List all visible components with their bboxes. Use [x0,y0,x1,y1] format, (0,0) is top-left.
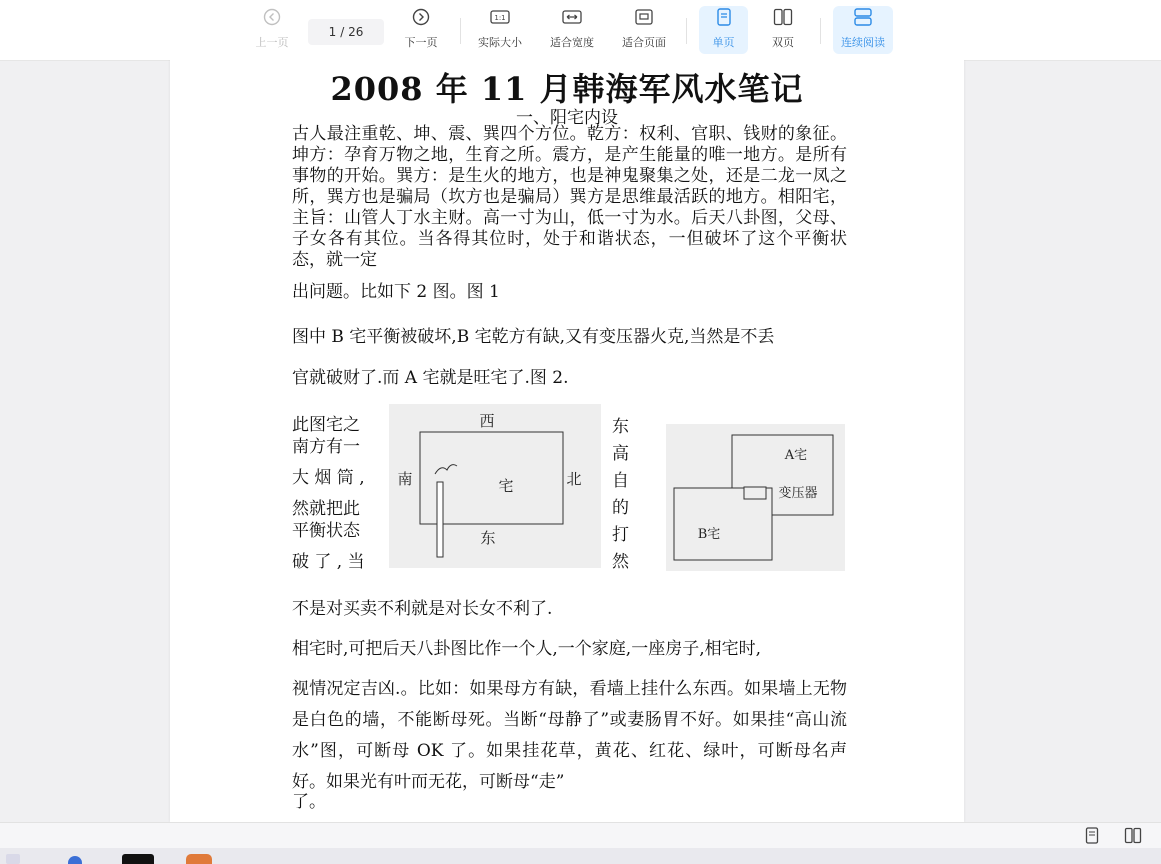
total-pages: / 26 [340,25,364,39]
caption-char: 自 [612,471,629,491]
caption-line: 此图宅之 [292,415,360,435]
fit-width-label: 适合宽度 [550,36,594,49]
taskbar-app-icon[interactable] [186,854,212,864]
paragraph-example-end: 了。 [292,792,326,812]
fit-page-button[interactable] [616,6,672,54]
caption-char: 东 [612,417,629,437]
continuous-scroll-icon [853,8,873,29]
caption-line: 破 了 , 当 [292,552,365,572]
prev-page-button[interactable] [249,6,295,54]
fit-width-button[interactable] [544,6,600,54]
toolbar-divider [686,18,687,44]
figure-caption-right [612,414,636,576]
taskbar-app-icon[interactable] [68,856,82,864]
caption-char: 的 [612,498,629,518]
status-bar [0,822,1161,849]
house-b-label: B宅 [697,527,721,542]
actual-size-icon [490,9,510,28]
continuous-reading-label: 连续阅读 [841,36,885,49]
caption-line: 南方有一 [292,437,360,457]
double-page-view-icon[interactable] [1124,827,1142,848]
double-page-button[interactable] [760,6,806,54]
prev-page-label: 上一页 [255,36,289,49]
paragraph-figure-note-2: 官就破财了.而 A 宅就是旺宅了.图 2. [292,368,569,388]
paragraph-intro: 古人最注重乾、坤、震、巽四个方位。乾方：权利、官职、钱财的象征。坤方：孕育万物之地，生育之所。震方，是产生能量的唯一地方。是所有事物的开始。巽方：是生火的地方，也是神鬼聚集之处，还是二龙一凤之所，巽方也是骗局（坎方也是骗局）巽方是思维最活跃的地方。相阳宅，主旨：山管人丁水主财。高一寸为山，低一寸为水。后天八卦图，父母、子女各有其位。当各得其位时，处于和谐状态，一但破坏了这个平衡状态，就一定 [292,124,847,270]
single-page-view-icon[interactable] [1085,827,1099,848]
caption-line: 平衡状态 [292,521,360,541]
page-number-field[interactable] [308,19,384,45]
current-page[interactable]: 1 [328,25,337,39]
chimney-shape [437,482,443,557]
paragraph-figure-note-1: 图中 B 宅平衡被破坏,B 宅乾方有缺,又有变压器火克,当然是不丢 [292,327,775,347]
figure-caption-left [292,414,382,573]
single-page-icon [716,8,732,29]
actual-size-button[interactable] [472,6,528,54]
svg-text:1:1: 1:1 [494,13,506,22]
caption-char: 高 [612,444,629,464]
document-page [170,60,964,822]
caption-char: 打 [612,525,629,545]
toolbar-divider [820,18,821,44]
figure-2-houses-diagram [666,424,845,571]
caption-char: 然 [612,552,629,572]
chevron-right-icon [412,8,430,29]
taskbar-app-icon[interactable] [6,854,20,864]
direction-label-bottom: 东 [480,529,496,547]
next-page-button[interactable] [398,6,444,54]
double-page-icon [773,8,793,29]
direction-label-right: 北 [566,470,582,488]
fit-page-label: 适合页面 [622,36,666,49]
direction-label-top: 西 [479,412,495,430]
chevron-left-icon [263,8,281,29]
taskbar-app-icon[interactable] [122,854,154,864]
paragraph-method: 相宅时,可把后天八卦图比作一个人,一个家庭,一座房子,相宅时, [292,639,762,659]
caption-line: 然就把此 [292,499,360,519]
document-viewport[interactable] [0,60,1161,822]
document-title: 2008 年 11 月韩海军风水笔记 [330,70,804,108]
actual-size-label: 实际大小 [478,36,522,49]
transformer-box [744,487,766,499]
os-taskbar [0,848,1161,864]
continuous-reading-button[interactable] [833,6,893,54]
paragraph-conclusion: 不是对买卖不利就是对长女不利了. [292,599,553,619]
paragraph-intro-end: 出问题。比如下 2 图。图 1 [292,282,500,302]
figure-1-house-diagram [389,404,601,568]
house-center-label: 宅 [498,477,514,495]
double-page-label: 双页 [772,36,794,49]
fit-page-icon [634,9,654,28]
next-page-label: 下一页 [404,36,438,49]
transformer-label: 变压器 [778,486,818,501]
single-page-label: 单页 [712,36,735,49]
viewer-toolbar [0,0,1161,61]
single-page-button[interactable] [699,6,748,54]
direction-label-left: 南 [397,470,413,488]
house-a-label: A宅 [784,448,808,463]
paragraph-example: 视情况定吉凶.。比如：如果母方有缺，看墙上挂什么东西。如果墙上无物是白色的墙，不能断母死。当断“母静了”或妻肠胃不好。如果挂“高山流水”图，可断母 OK 了。如果挂花草，黄花、红花、绿叶，可断母名声好。如果光有叶而无花，可断母“走” [292,679,847,792]
fit-width-icon [562,9,582,28]
toolbar-divider [460,18,461,44]
caption-line: 大 烟 筒 , [292,468,365,488]
section-heading: 一、阳宅内设 [516,108,618,128]
